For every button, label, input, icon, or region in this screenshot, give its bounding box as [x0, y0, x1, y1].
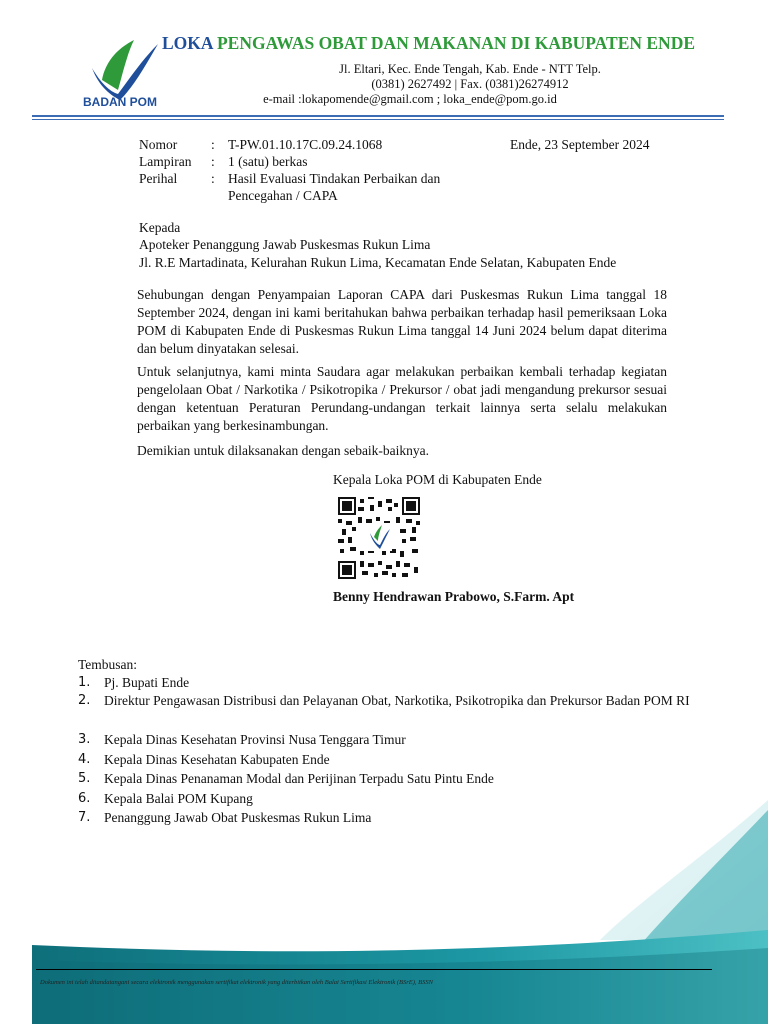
list-item-number: 6.: [78, 791, 91, 806]
list-item-number: 7.: [78, 810, 91, 825]
perihal-value: Hasil Evaluasi Tindakan Perbaikan dan: [228, 171, 441, 186]
list-item-number: 1.: [78, 675, 91, 690]
agency-title-rest: PENGAWAS OBAT DAN MAKANAN DI KABUPATEN ENDE: [216, 33, 695, 53]
perihal-label: Perihal: [139, 171, 178, 186]
qr-code: [338, 497, 420, 579]
agency-title-loka: LOKA: [162, 33, 213, 53]
address-line-3: e-mail :lokapomende@gmail.com ; loka_ende@pom.go.id: [263, 92, 557, 106]
list-item-number: 2.: [78, 693, 91, 708]
list-item-text: Penanggung Jawab Obat Puskesmas Rukun Lima: [104, 810, 372, 825]
header-rule: [32, 115, 724, 117]
colon: :: [211, 137, 215, 152]
list-item-text: Kepala Balai POM Kupang: [104, 791, 253, 806]
recipient-name: Apoteker Penanggung Jawab Puskesmas Rukun Lima: [139, 237, 431, 252]
colon: :: [211, 154, 215, 169]
list-item-text: Kepala Dinas Penanaman Modal dan Perijinan Terpadu Satu Pintu Ende: [104, 771, 494, 786]
list-item: [78, 730, 698, 750]
address-line-2: (0381) 2627492 | Fax. (0381)26274912: [371, 77, 569, 91]
nomor-value: T-PW.01.10.17C.09.24.1068: [228, 137, 383, 152]
electronic-signature-note: Dokumen ini telah ditandatangani secara elektronik menggunakan sertifikat elektronik yang diterbitkan oleh Balai Sertifikasi Elektronik (BSrE), BSSN: [40, 979, 433, 986]
letter-date: Ende, 23 September 2024: [510, 137, 650, 152]
signature-position: Kepala Loka POM di Kabupaten Ende: [333, 472, 542, 487]
recipient-address: Jl. R.E Martadinata, Kelurahan Rukun Lima, Kecamatan Ende Selatan, Kabupaten Ende: [139, 255, 617, 270]
lampiran-label: Lampiran: [139, 154, 192, 169]
body-paragraph-2: Untuk selanjutnya, kami minta Saudara agar melakukan perbaikan kembali terhadap kegiatan pengelolaan Obat / Narkotika / Psikotropika / Prekursor / obat jadi mengandung prekursor sesuai dengan ketentuan Peraturan Perundang-undangan terkait lainnya serta selalu melakukan perbaikan yang berkesinambungan.: [137, 364, 667, 433]
lampiran-value: 1 (satu) berkas: [228, 154, 308, 169]
logo-text: BADAN POM: [83, 95, 157, 109]
list-item: [78, 789, 698, 809]
list-item-text: Direktur Pengawasan Distribusi dan Pelayanan Obat, Narkotika, Psikotropika dan Prekursor Badan POM RI: [104, 693, 690, 708]
list-item-number: 5.: [78, 771, 91, 786]
colon: :: [211, 171, 215, 186]
list-item: [78, 750, 698, 770]
list-item: [78, 673, 698, 693]
address-line-1: Jl. Eltari, Kec. Ende Tengah, Kab. Ende - NTT Telp.: [339, 62, 601, 76]
nomor-label: Nomor: [139, 137, 178, 152]
body-paragraph-3: Demikian untuk dilaksanakan dengan sebaik-baiknya.: [137, 443, 430, 458]
list-item: [78, 691, 698, 711]
list-item-text: Pj. Bupati Ende: [104, 675, 190, 690]
list-item-text: Kepala Dinas Kesehatan Kabupaten Ende: [104, 752, 330, 767]
tembusan-label: Tembusan:: [78, 657, 138, 672]
perihal-value-cont: Pencegahan / CAPA: [228, 188, 338, 203]
list-item-number: 3.: [78, 732, 91, 747]
list-item-text: Kepala Dinas Kesehatan Provinsi Nusa Tenggara Timur: [104, 732, 406, 747]
list-item: [78, 769, 698, 789]
header-rule-thin: [32, 119, 724, 120]
list-item: [78, 808, 698, 828]
agency-title: [162, 33, 722, 54]
footer-rule: [36, 969, 712, 970]
signatory-name: Benny Hendrawan Prabowo, S.Farm. Apt: [333, 589, 575, 604]
recipient-kepada: Kepada: [139, 220, 181, 235]
body-paragraph-1: Sehubungan dengan Penyampaian Laporan CAPA dari Puskesmas Rukun Lima tanggal 18 September 2024, dengan ini kami beritahukan bahwa perbaikan terhadap hasil pemeriksaan Loka POM di Kabupaten Ende di Puskesmas Rukun Lima tanggal 14 Juni 2024 belum dapat diterima dan belum dinyatakan selesai.: [137, 287, 667, 356]
list-item-number: 4.: [78, 752, 91, 767]
